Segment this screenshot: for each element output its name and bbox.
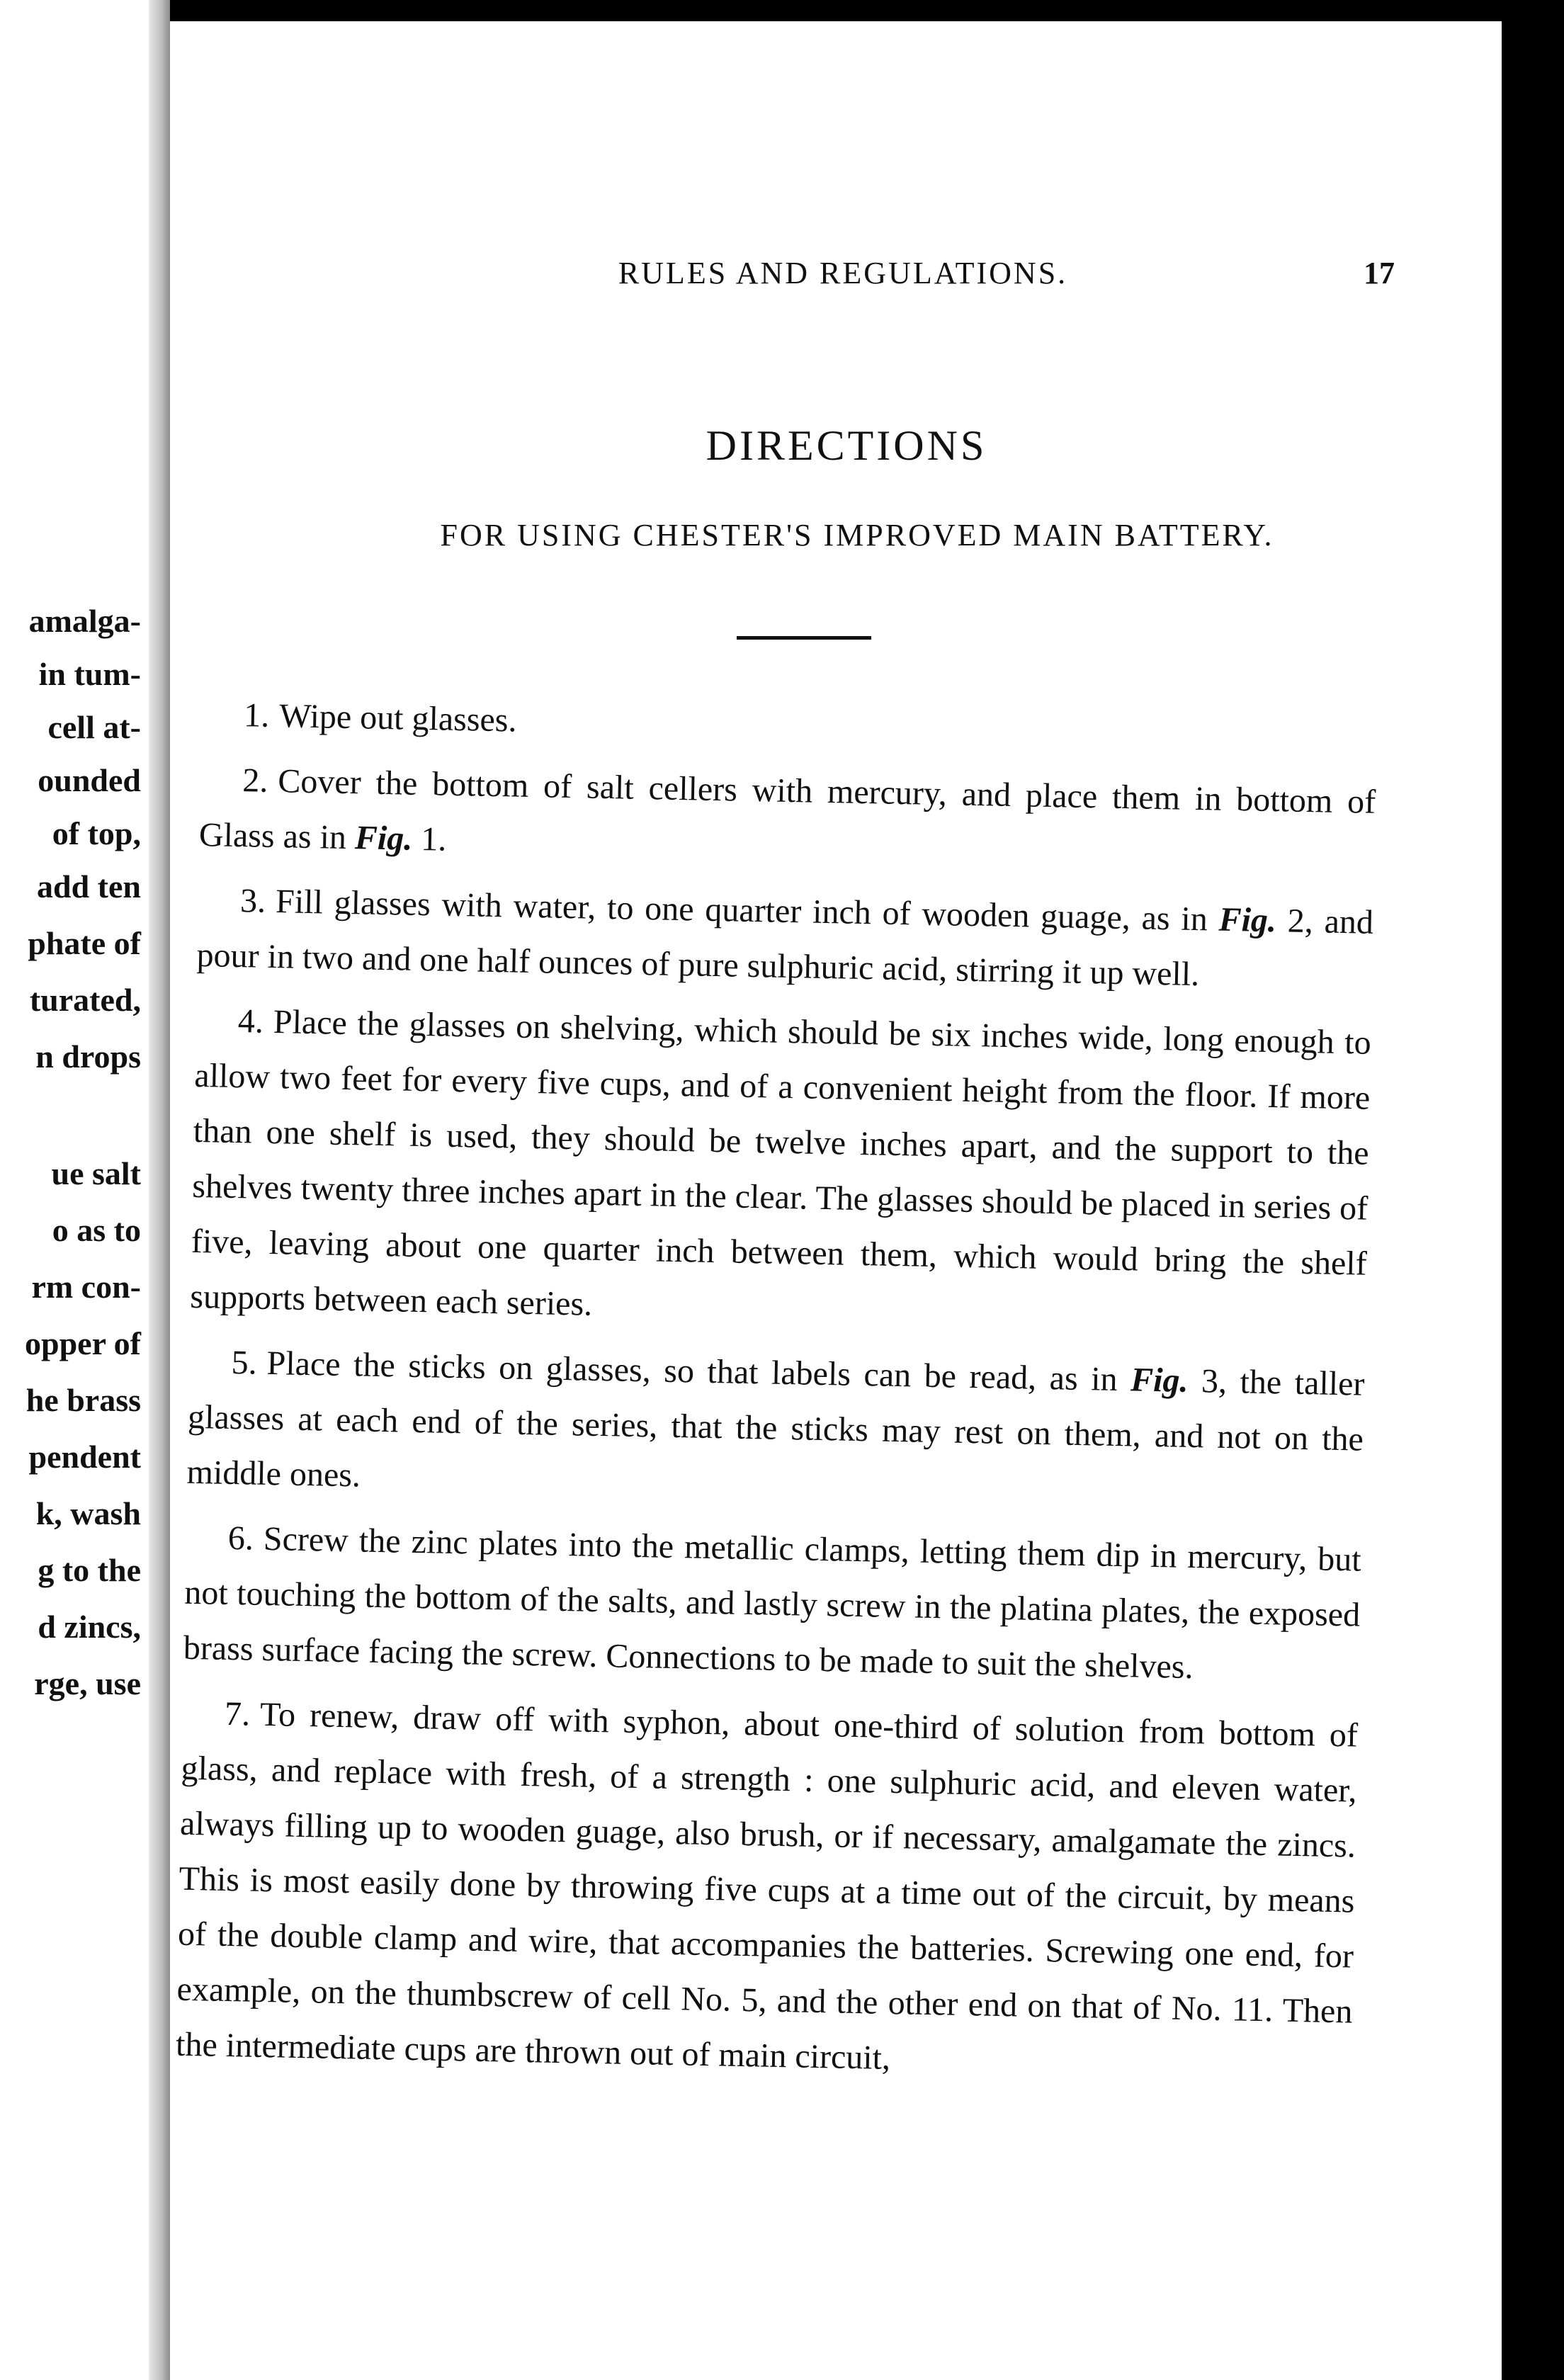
left-page-line: pendent xyxy=(28,1439,141,1475)
left-page-line: d zincs, xyxy=(38,1609,141,1645)
direction-number: 2. xyxy=(242,761,268,800)
direction-item xyxy=(201,687,1378,765)
left-page-line: cell at- xyxy=(47,709,141,745)
direction-item xyxy=(196,873,1374,1006)
direction-text: Wipe out glasses. xyxy=(278,697,518,740)
direction-text: Screw the zinc plates into the metallic clamps, letting them dip in mercury, but not touching the bottom of the salts, and lastly screw in the platina plates, the exposed brass surface facing the screw. Connections to be made to suit the shelves. xyxy=(183,1519,1362,1687)
section-title: DIRECTIONS xyxy=(706,422,987,469)
left-page-line: n drops xyxy=(35,1038,141,1075)
direction-item xyxy=(198,752,1376,885)
direction-text: Fill glasses with water, to one quarter inch of wooden guage, as in xyxy=(275,883,1208,939)
left-page-line: add ten xyxy=(37,868,141,905)
left-page-line: phate of xyxy=(28,925,141,961)
direction-item xyxy=(190,993,1372,1347)
left-page-line: g to the xyxy=(38,1552,141,1588)
figure-reference: Fig. xyxy=(1130,1361,1189,1400)
direction-text: Place the glasses on shelving, which should be six inches wide, long enough to allow two feet for every five cups, and of a convenient height from the floor. If more than one shelf is used, they should be twelve inches apart, and the support to the shelves twenty three inches apart in the clear. The glasses should be placed in series of five, leaving about one quarter inch between them, which would bring the shelf supports between each series. xyxy=(189,1003,1372,1323)
page-number: 17 xyxy=(1364,256,1395,290)
left-page-line: ue salt xyxy=(51,1155,141,1191)
direction-item xyxy=(175,1686,1358,2095)
running-head: RULES AND REGULATIONS. xyxy=(618,256,1068,290)
section-subtitle: FOR USING CHESTER'S IMPROVED MAIN BATTERY. xyxy=(440,518,1274,552)
left-page-line: rm con- xyxy=(31,1269,141,1305)
direction-number: 1. xyxy=(243,696,270,735)
left-page-line: of top, xyxy=(52,815,141,851)
title-divider-rule xyxy=(737,636,871,640)
figure-reference: Fig. xyxy=(1218,900,1277,940)
direction-item xyxy=(186,1334,1365,1523)
left-page-line: in tum- xyxy=(38,656,141,692)
direction-number: 4. xyxy=(237,1002,264,1041)
left-page-line: k, wash xyxy=(35,1495,141,1531)
direction-text-continued: 2, and pour in two and one half ounces of pure sulphuric acid, stirring it up well. xyxy=(196,902,1374,994)
main-page xyxy=(170,21,1502,2380)
left-page-line: ounded xyxy=(38,762,141,798)
directions-list xyxy=(175,687,1378,2105)
left-page-line: opper of xyxy=(25,1325,141,1361)
left-page-fragment xyxy=(0,0,159,2380)
direction-text: To renew, draw off with syphon, about one-third of solution from bottom of glass, and replace with fresh, of a strength : one sulphuric acid, and eleven water, always filling up to wooden guage, also brush, or if necessary, amalgamate the zincs. This is most easily done by throwing five cups at a time out of the circuit, by means of the double clamp and wire, that accompanies the batteries. Screwing one end, for example, on the thumbscrew of cell No. 5, and the other end on that of No. 11. Then the intermediate cups are thrown out of main circuit, xyxy=(175,1695,1359,2078)
direction-text: Place the sticks on glasses, so that labels can be read, as in xyxy=(266,1344,1118,1398)
left-page-line: he brass xyxy=(26,1382,141,1418)
left-page-line: o as to xyxy=(52,1212,141,1248)
page-gutter xyxy=(149,0,170,2380)
direction-number: 7. xyxy=(224,1694,251,1733)
direction-item xyxy=(183,1510,1361,1699)
figure-reference: Fig. xyxy=(354,819,413,858)
left-page-line: amalga- xyxy=(28,603,141,639)
direction-text-continued: 3, the taller glasses at each end of the series, that the sticks may rest on them, and not on the middle ones. xyxy=(186,1361,1365,1495)
direction-text-continued: 1. xyxy=(412,820,447,858)
page-edge xyxy=(1502,21,1544,2380)
direction-number: 3. xyxy=(239,882,266,920)
direction-text: Cover the bottom of salt cellers with mercury, and place them in bottom of Glass as in xyxy=(198,762,1376,856)
direction-number: 6. xyxy=(227,1519,254,1558)
left-page-line: rge, use xyxy=(34,1665,141,1701)
left-page-line: turated, xyxy=(29,982,141,1018)
direction-number: 5. xyxy=(231,1343,258,1382)
